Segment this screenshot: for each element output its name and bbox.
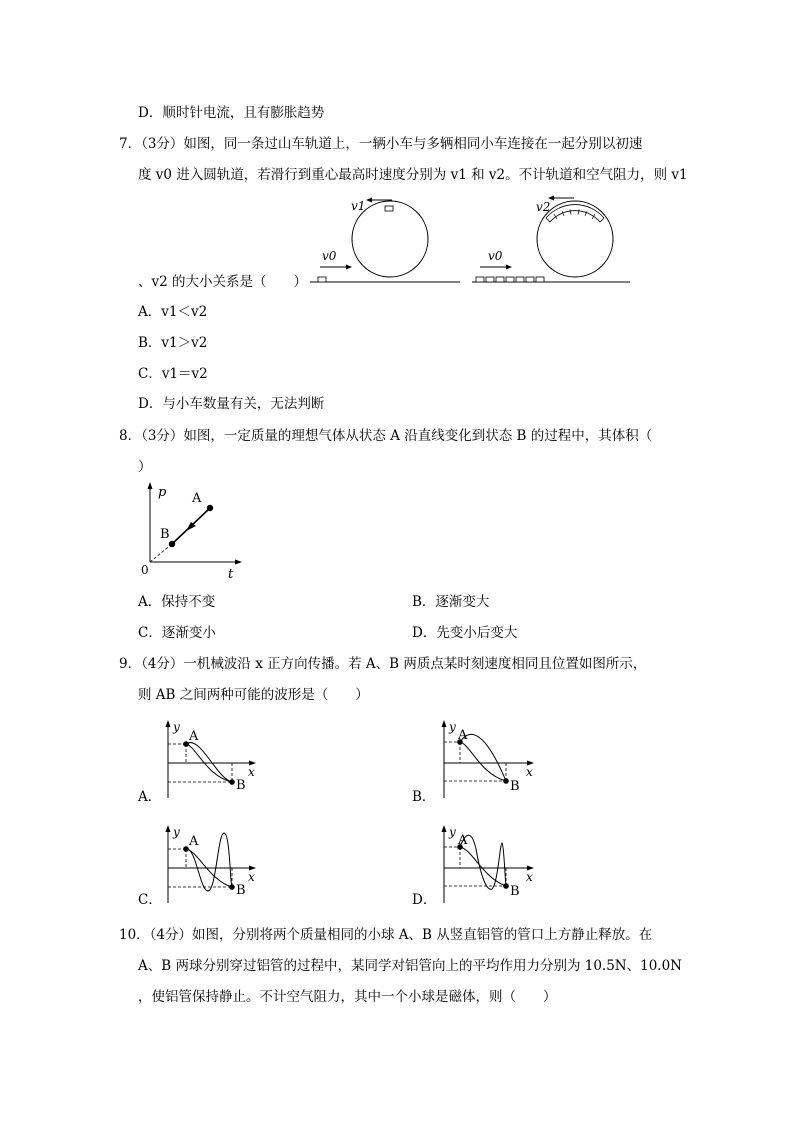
q7-single-car-loop [310,198,460,283]
car-top-left [385,206,393,211]
q9-option-c-label: C． [138,892,162,908]
point-a-label: A [192,491,202,506]
q9-stem-line1: 9．（4分）一机械波沿 x 正方向传播。若 A、B 两质点某时刻速度相同且位置如图所示， [119,656,647,672]
q9-option-b-label: B． [412,789,436,805]
svg-text:x: x [526,765,533,779]
svg-text:x: x [526,870,533,884]
q7-stem-line1: 7．（3分）如图，同一条过山车轨道上，一辆小车与多辆相同小车连接在一起分别以初速 [119,136,643,152]
point-b-label: B [160,527,170,542]
q7-roller-coaster-figure [300,192,640,292]
svg-text:B: B [510,884,520,899]
q7-stem-line2: 度 v0 进入圆轨道，若滑行到重心最高时速度分别为 v1 和 v2。不计轨道和空气阻力，则 v1 [138,167,688,183]
q9-option-d-label: D． [412,892,437,908]
q10-stem-line3: ，使铝管保持静止。不计空气阻力，其中一个小球是磁体，则（ ） [138,989,557,1005]
svg-text:y: y [173,825,180,839]
svg-text:A: A [189,834,199,849]
point-b [169,541,175,547]
axis-p-label: p [158,485,167,500]
q9-option-c-figure [160,823,270,907]
label-v2: v2 [536,200,551,214]
svg-text:y: y [449,720,456,734]
q9-option-d-figure [436,823,546,907]
q8-stem-line2: ） [138,459,152,475]
q7-stem-line3: 、v2 的大小关系是（ ） [138,274,308,290]
q8-pt-diagram [138,482,248,582]
svg-text:B: B [236,778,246,793]
q9-option-a-figure [160,718,270,802]
label-v0-left: v0 [322,249,337,263]
svg-text:y: y [449,825,456,839]
q9-option-b-figure [436,718,546,802]
q8-option-a: A．保持不变 [138,594,216,610]
label-v0-right: v0 [488,249,503,263]
arrow-v0-right-head [506,265,512,270]
svg-text:x: x [248,765,255,779]
svg-text:y: y [173,720,180,734]
svg-text:A: A [458,833,468,848]
q7-multi-car-loop [472,196,630,283]
dashed-extension [150,544,172,562]
q7-option-d: D．与小车数量有关，无法判断 [138,396,325,412]
q8-option-c: C．逐渐变小 [138,625,216,641]
svg-text:B: B [236,883,246,898]
q8-option-b: B．逐渐变大 [412,594,490,610]
svg-text:A: A [189,729,199,744]
axis-t-label: t [228,567,234,582]
car-bottom-left [318,277,326,282]
q9-stem-line2: 则 AB 之间两种可能的波形是（ ） [138,687,369,703]
q9-option-a-label: A． [138,789,162,805]
arrow-v0-left-head [346,265,352,270]
q7-option-a: A．v1＜v2 [138,304,208,320]
point-a [207,505,213,511]
q6-option-d: D．顺时针电流，且有膨胀趋势 [138,105,325,121]
q7-option-c: C．v1＝v2 [138,366,208,382]
q10-stem-line2: A、B 两球分别穿过铝管的过程中，某同学对铝管向上的平均作用力分别为 10.5N、10.0N [138,958,682,974]
q7-option-b: B．v1＞v2 [138,335,208,351]
svg-text:A: A [458,728,468,743]
car-chain-bottom [476,277,544,282]
origin-label: 0 [141,563,149,577]
arrow-v1-head [366,198,372,203]
q10-stem-line1: 10．（4分）如图，分别将两个质量相同的小球 A、B 从竖直铝管的管口上方静止释放。在 [119,927,653,943]
svg-text:x: x [248,870,255,884]
q8-option-d: D．先变小后变大 [412,625,518,641]
label-v1: v1 [351,199,366,213]
q8-stem-line1: 8．（3分）如图，一定质量的理想气体从状态 A 沿直线变化到状态 B 的过程中，其体积（ [119,428,653,444]
svg-text:B: B [510,779,520,794]
